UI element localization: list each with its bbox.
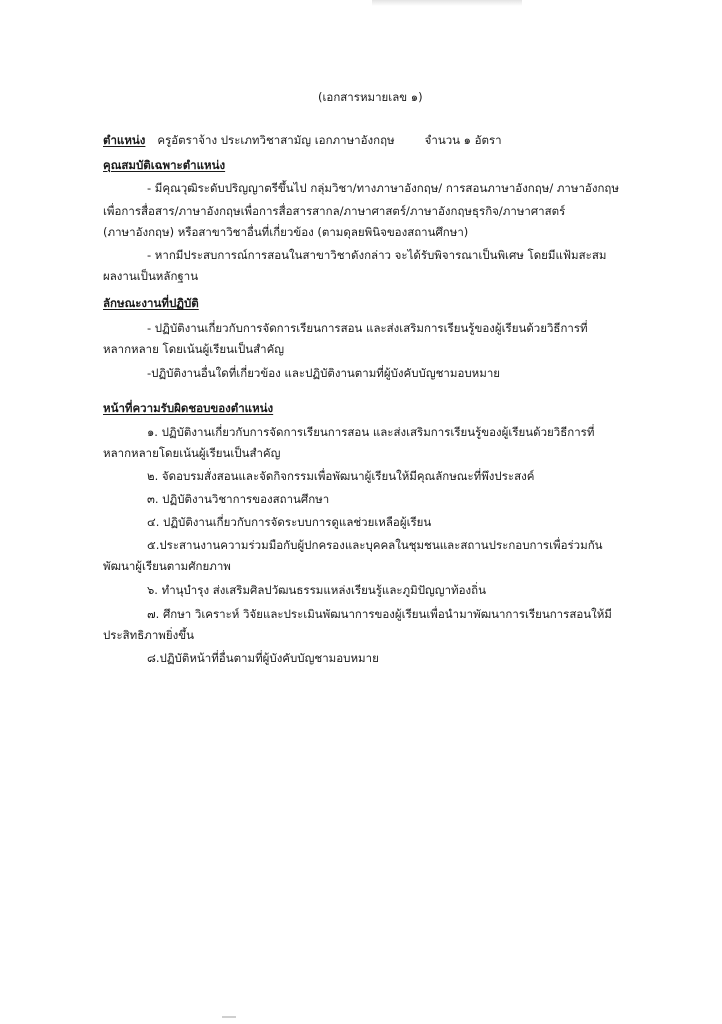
duty-line: หลากหลายโดยเน้นผู้เรียนเป็นสำคัญ: [103, 446, 281, 460]
work-nature-line: -ปฏิบัติงานอื่นใดที่เกี่ยวข้อง และปฏิบัติงานตามที่ผู้บังคับบัญชามอบหมาย: [147, 366, 501, 380]
document-number: (เอกสารหมายเลข ๑): [318, 90, 423, 104]
scan-speck: [222, 1016, 236, 1018]
duty-line: ๕.ประสานงานความร่วมมือกับผู้ปกครองและบุคคลในชุมชนและสถานประกอบการเพื่อร่วมกัน: [147, 538, 603, 552]
position-row: [103, 132, 502, 148]
qualifications-line: (ภาษาอังกฤษ) หรือสาขาวิชาอื่นที่เกี่ยวข้อง (ตามดุลยพินิจของสถานศึกษา): [103, 225, 469, 239]
duty-line: ๔. ปฏิบัติงานเกี่ยวกับการจัดระบบการดูแลช่วยเหลือผู้เรียน: [147, 515, 432, 529]
qualifications-line: ผลงานเป็นหลักฐาน: [103, 269, 199, 283]
duty-line: ประสิทธิภาพยิ่งขึ้น: [103, 628, 194, 642]
qualifications-line: เพื่อการสื่อสาร/ภาษาอังกฤษเพื่อการสื่อสารสากล/ภาษาศาสตร์/ภาษาอังกฤษธุรกิจ/ภาษาศาสตร์: [103, 204, 566, 218]
duty-line: ๖. ทำนุบำรุง ส่งเสริมศิลปวัฒนธรรมแหล่งเรียนรู้และภูมิปัญญาท้องถิ่น: [147, 583, 486, 597]
duty-line: ๘.ปฏิบัติหน้าที่อื่นตามที่ผู้บังคับบัญชามอบหมาย: [147, 651, 379, 665]
position-label: ตำแหน่ง: [103, 133, 146, 147]
scan-shadow: [372, 0, 522, 6]
quota: จำนวน ๑ อัตรา: [424, 133, 502, 147]
qualifications-line: - มีคุณวุฒิระดับปริญญาตรีขึ้นไป กลุ่มวิชา/ทางภาษาอังกฤษ/ การสอนภาษาอังกฤษ/ ภาษาอังกฤษ: [147, 181, 619, 195]
duty-line: ๑. ปฏิบัติงานเกี่ยวกับการจัดการเรียนการสอน และส่งเสริมการเรียนรู้ของผู้เรียนด้วยวิธีการที่: [147, 425, 595, 439]
qualifications-line: - หากมีประสบการณ์การสอนในสาขาวิชาดังกล่าว จะได้รับพิจารณาเป็นพิเศษ โดยมีแฟ้มสะสม: [147, 248, 607, 262]
duty-line: ๗. ศึกษา วิเคราะห์ วิจัยและประเมินพัฒนาการของผู้เรียนเพื่อนำมาพัฒนาการเรียนการสอนให้มี: [147, 607, 612, 621]
work-nature-heading: ลักษณะงานที่ปฏิบัติ: [103, 296, 199, 310]
work-nature-line: - ปฏิบัติงานเกี่ยวกับการจัดการเรียนการสอน และส่งเสริมการเรียนรู้ของผู้เรียนด้วยวิธีการที่: [147, 321, 588, 335]
work-nature-line: หลากหลาย โดยเน้นผู้เรียนเป็นสำคัญ: [103, 342, 285, 356]
qualifications-heading: คุณสมบัติเฉพาะตำแหน่ง: [103, 158, 226, 172]
position-value: ครูอัตราจ้าง ประเภทวิชาสามัญ เอกภาษาอังกฤษ: [157, 133, 395, 147]
duty-line: ๒. จัดอบรมสั่งสอนและจัดกิจกรรมเพื่อพัฒนาผู้เรียนให้มีคุณลักษณะที่พึงประสงค์: [147, 469, 535, 483]
duty-line: พัฒนาผู้เรียนตามศักยภาพ: [103, 559, 231, 573]
duty-line: ๓. ปฏิบัติงานวิชาการของสถานศึกษา: [147, 492, 330, 506]
duties-heading: หน้าที่ความรับผิดชอบของตำแหน่ง: [103, 401, 274, 415]
